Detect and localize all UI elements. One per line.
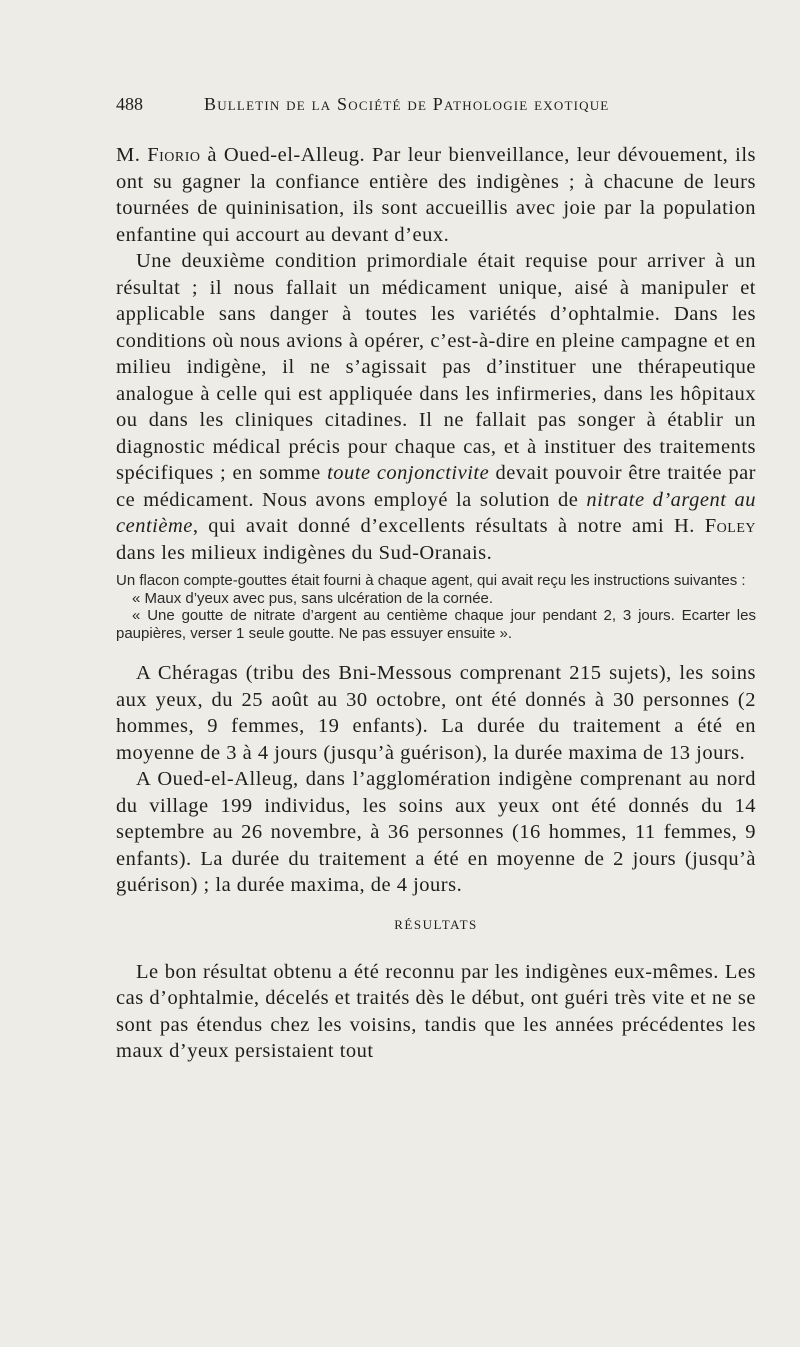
paragraph-4: A Oued-el-Alleug, dans l’agglomération indigène comprenant au nord du village 199 individus, les soins aux yeux ont été donnés du 14 septembre au 26 novembre, à 36 personnes (16 hommes, 11 femmes, 9 enfants). La durée du traitement a été en moyenne de 2 jours (jusqu’à guérison) ; la durée maxima, de 4 jours.: [116, 768, 756, 896]
paragraph-5: Le bon résultat obtenu a été reconnu par les indigènes eux-mêmes. Les cas d’ophtalmie, décelés et traités dès le début, ont guéri très vite et ne se sont pas étendus chez les voisins, tandis que les années précédentes les maux d’yeux persistaient tout: [116, 960, 756, 1062]
note-line-1: Un flacon compte-gouttes était fourni à chaque agent, qui avait reçu les instructions suivantes :: [116, 572, 746, 589]
paragraph-1: M. Fiorio à Oued-el-Alleug. Par leur bienveillance, leur dévouement, ils ont su gagner la confiance entière des indigènes ; à chacune de leurs tournées de quininisation, ils sont accueillis avec joie par la population enfantine qui accourt au devant d’eux.: [116, 144, 756, 246]
running-title: Bulletin de la Société de Pathologie exotique: [204, 94, 610, 114]
paragraph-3: A Chéragas (tribu des Bni-Messous comprenant 215 sujets), les soins aux yeux, du 25 août au 30 octobre, ont été donnés à 30 personnes (2 hommes, 9 femmes, 19 enfants). La durée du traitement a été en moyenne de 3 à 4 jours (jusqu’à guérison), la durée maxima de 13 jours.: [116, 662, 756, 764]
note-line-3: « Une goutte de nitrate d’argent au centième chaque jour pendant 2, 3 jours. Ecarter les paupières, verser 1 seule goutte. Ne pas essuyer ensuite ».: [116, 607, 756, 642]
running-header: [116, 94, 756, 120]
page-body: [116, 142, 756, 1065]
emphasis-nitrate: nitrate d’argent au centième: [116, 488, 756, 537]
author-name-fiorio: Fiorio: [147, 144, 201, 166]
section-heading: RÉSULTATS: [394, 916, 478, 932]
emphasis-conjonctivite: toute conjonctivite: [327, 462, 490, 484]
paragraph-2: Une deuxième condition primordiale était requise pour arriver à un résultat ; il nous fallait un médicament unique, aisé à manipuler et applicable sans danger à toutes les variétés d’ophtalmie. Dans les conditions où nous avions à opérer, c’est-à-dire en pleine campagne et en milieu indigène, il ne s’agissait pas d’instituer une thérapeutique analogue à celle qui est appliquée dans les infirmeries, dans les hôpitaux ou dans les cliniques citadines. Il ne fallait pas songer à établir un diagnostic médical précis pour chaque cas, et à instituer des traitements spécifiques ; en somme toute conjonctivite devait pouvoir être traitée par ce médicament. Nous avons employé la solution de nitrate d’argent au centième, qui avait donné d’excellents résultats à notre ami H. Foley dans les milieux indigènes du Sud-Oranais.: [116, 250, 757, 564]
note-line-2: « Maux d’yeux avec pus, sans ulcération de la cornée.: [132, 589, 494, 607]
instructions-note: [116, 572, 756, 642]
author-name-foley: Foley: [704, 515, 756, 537]
page-number: 488: [116, 94, 143, 114]
